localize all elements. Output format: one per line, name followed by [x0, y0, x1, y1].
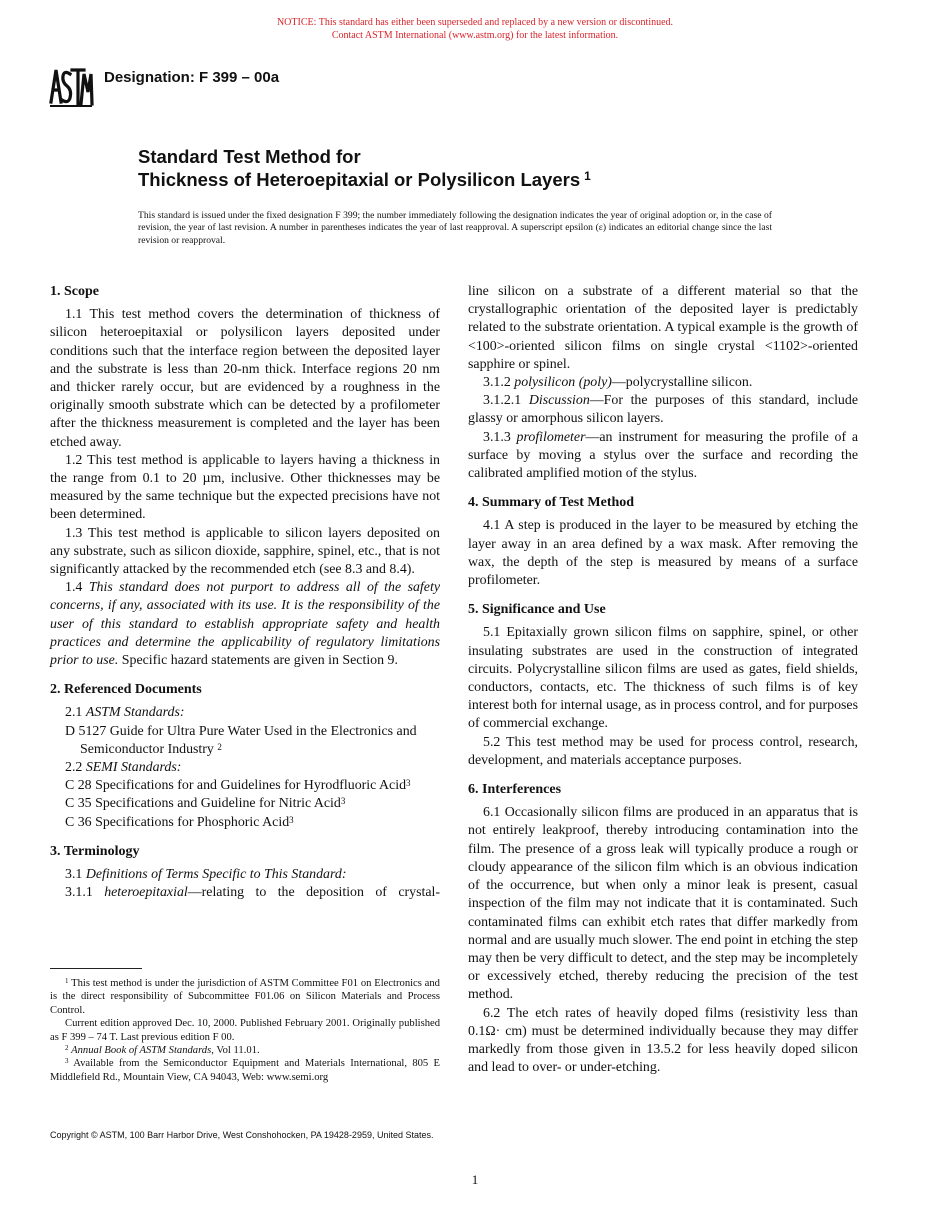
definition-polysilicon: —polycrystalline silicon. — [611, 375, 753, 391]
footnote-2-rest: , Vol 11.01. — [211, 1045, 260, 1057]
section-heading-significance: 5. Significance and Use — [468, 602, 606, 618]
title-line-2 — [138, 168, 838, 191]
notice-line-1: NOTICE: This standard has either been superseded and replaced by a new version or discontinued. — [276, 17, 674, 28]
paragraph-3-1-2-number: 3.1.2 — [483, 375, 511, 391]
reference-c35-text: C 35 Specifications and Guideline for Nitric Acid — [65, 796, 341, 812]
reference-d5127-text: D 5127 Guide for Ultra Pure Water Used in the Electronics and Semiconductor Industry — [65, 723, 417, 757]
reference-c28-text: C 28 Specifications for and Guidelines for Hyrodfluoric Acid — [65, 778, 407, 794]
paragraph-4-1: 4.1 A step is produced in the layer to be measured by etching the layer away in an area defined by a wax mask. After removing the wax, the depth of the step is measured by means of a surface profilometer. — [468, 518, 858, 589]
paragraph-1-4 — [50, 579, 440, 670]
astm-logo-icon — [48, 62, 94, 110]
footnote-2-title: Annual Book of ASTM Standards — [71, 1045, 212, 1057]
term-discussion: Discussion — [528, 393, 590, 409]
footnote-link-3b[interactable]: 3 — [340, 796, 346, 807]
reference-c35 — [50, 795, 440, 813]
term-heteroepitaxial: heteroepitaxial — [104, 885, 188, 901]
paragraph-3-1-2-1 — [468, 392, 858, 428]
section-heading-referenced: 2. Referenced Documents — [50, 682, 202, 698]
paragraph-3-1-3-number: 3.1.3 — [483, 429, 511, 445]
notice-line-2: Contact ASTM International (www.astm.org) for the latest information. — [331, 30, 619, 41]
paragraph-1-2: 1.2 This test method is applicable to layers having a thickness in the range from 0.1 to 20 µm, inclusive. Other thicknesses may be measured by the same technique but the expected precisions have not been determined. — [50, 452, 440, 523]
paragraph-1-4-rest: Specific hazard statements are given in Section 9. — [121, 653, 398, 669]
paragraph-3-1-3 — [468, 429, 858, 484]
discussion-text: —For the purposes of this standard, include glassy or amorphous silicon layers. — [468, 393, 858, 427]
paragraph-1-4-number: 1.4 — [65, 580, 83, 596]
term-polysilicon: polysilicon (poly) — [514, 375, 612, 391]
footnote-divider — [50, 968, 142, 969]
paragraph-6-1: 6.1 Occasionally silicon films are produced in an apparatus that is not entirely leakproof, thereby introducing contamination into the film. The presence of a gross leak will typically produce a rough or cloudy appearance of the silicon film which is an obvious indication of the occurrence, but when only a minor leak is present, casual inspection of the film may not indicate that it is contaminated. Such contaminated films can exhibit etch rates that differ markedly from normal and are usually much slower. The end point in etching the step may then be very difficult to detect, and the step may be incompletely or excessively etched, thereby reducing the precision of the test method. — [468, 805, 858, 1003]
copyright-notice: Copyright © ASTM, 100 Barr Harbor Drive, West Conshohocken, PA 19428-2959, United States. — [50, 1130, 434, 1140]
reference-d5127 — [50, 723, 440, 759]
footnote-3 — [50, 1057, 440, 1084]
paragraph-1-3: 1.3 This test method is applicable to silicon layers deposited on any substrate, such as silicon dioxide, sapphire, spinel, etc., that is not significantly attacked by the recommended etch (see 8.3 and 8.4). — [50, 525, 440, 578]
footnote-3-text: Available from the Semiconductor Equipment and Materials International, 805 E Middlefield Rd., Mountain View, CA 94043, Web: www.semi.org — [50, 1058, 440, 1083]
footnote-3-mark: 3 — [65, 1057, 69, 1066]
paragraph-5-2: 5.2 This test method may be used for process control, research, development, and materials acceptance purposes. — [468, 734, 858, 768]
footnote-1-edition: Current edition approved Dec. 10, 2000. Published February 2001. Originally published as F 399 – 74 T. Last previous edition F 00. — [50, 1018, 440, 1043]
paragraph-5-1: 5.1 Epitaxially grown silicon films on sapphire, spinel, or other insulating substrates are used in the construction of integrated circuits. Polycrystalline silicon films are used as gates, field shields, conductors, contacts, etc. The thickness of such films is of key interest both for internal usage, as in process control, and for purposes of commercial exchange. — [468, 625, 858, 732]
definitions-label: Definitions of Terms Specific to This Standard: — [85, 867, 347, 883]
paragraph-3-1-2 — [468, 374, 858, 392]
astm-standards-label: ASTM Standards: — [85, 705, 185, 721]
footnotes — [50, 977, 440, 1084]
paragraph-2-1 — [50, 704, 440, 722]
paragraph-3-1-1 — [50, 884, 440, 902]
notice-banner — [0, 16, 950, 42]
footnote-link-2[interactable]: 2 — [217, 741, 222, 752]
footnote-1-text: This test method is under the jurisdiction of ASTM Committee F01 on Electronics and is the direct responsibility of Subcommittee F01.06 on Silicon Materials and Process Control. — [50, 978, 440, 1016]
paragraph-2-2 — [50, 759, 440, 777]
semi-standards-label: SEMI Standards: — [85, 760, 182, 776]
section-heading-summary: 4. Summary of Test Method — [468, 495, 635, 511]
paragraph-3-1-1-number: 3.1.1 — [65, 885, 93, 901]
term-profilometer: profilometer — [516, 429, 586, 445]
footnote-2-mark: 2 — [65, 1044, 69, 1053]
footnote-2 — [50, 1044, 440, 1057]
document-title — [138, 145, 838, 191]
footnote-link-3c[interactable]: 3 — [289, 814, 294, 825]
safety-caveat-text: This standard does not purport to address all of the safety concerns, if any, associated with its use. It is the responsibility of the user of this standard to establish appropriate safety and health practices and determine the applicability of regulatory limitations prior to use. — [50, 580, 440, 669]
reference-c36-text: C 36 Specifications for Phosphoric Acid — [65, 814, 290, 830]
page-number: 1 — [471, 1172, 479, 1187]
footnote-link-3a[interactable]: 3 — [406, 778, 411, 789]
paragraph-3-1 — [50, 866, 440, 884]
definition-profilometer: —an instrument for measuring the profile of a surface by moving a stylus over the surface and recording the calibrated amplified motion of the stylus. — [468, 429, 858, 482]
paragraph-3-1-number: 3.1 — [65, 867, 83, 883]
designation: Designation: F 399 – 00a — [104, 69, 280, 86]
footnote-1 — [50, 977, 440, 1017]
paragraph-2-1-number: 2.1 — [65, 705, 83, 721]
footnote-1-mark: 1 — [65, 977, 69, 985]
title-line-1: Standard Test Method for — [138, 146, 361, 167]
section-heading-scope: 1. Scope — [50, 284, 99, 299]
issued-note: This standard is issued under the fixed designation F 399; the number immediately following the designation indicates the year of original adoption or, in the case of revision, the year of last revision. A number in parentheses indicates the year of last reapproval. A superscript epsilon (ε) indicates an editorial change since the last revision or reapproval. — [138, 210, 772, 246]
title-footnote-link[interactable]: 1 — [584, 169, 591, 183]
right-column — [468, 283, 858, 1077]
definition-heteroepitaxial-start: —relating to the deposition of crystal- — [187, 885, 440, 901]
paragraph-2-2-number: 2.2 — [65, 760, 83, 776]
section-heading-terminology: 3. Terminology — [50, 843, 140, 859]
definition-heteroepitaxial-continued: line silicon on a substrate of a different material so that the crystallographic orientation of the deposited layer is predictably related to the substrate orientation. A typical example is the growth of <100>-oriented silicon films on single crystal <1102>-oriented sapphire or spinel. — [468, 284, 858, 372]
paragraph-1-1: 1.1 This test method covers the determination of thickness of silicon heteroepitaxial or polysilicon layers deposited under conditions such that the interface region between the deposited layer and the substrate is less than 20-nm thick. Interface regions 20 nm and thicker rarely occur, but are evidenced by a roughness in the originally smooth substrate which can be detected by a profilometer after the thickness measurement is completed and the layer has been etched away. — [50, 307, 440, 450]
paragraph-6-2: 6.2 The etch rates of heavily doped films (resistivity less than 0.1Ω· cm) must be determined individually because they may differ markedly from those given in 13.5.2 for less heavily doped silicon and lead to over- or under-etching. — [468, 1005, 858, 1076]
section-heading-interferences: 6. Interferences — [468, 782, 562, 798]
left-column — [50, 283, 440, 903]
paragraph-3-1-2-1-number: 3.1.2.1 — [483, 393, 522, 409]
title-line-2-text: Thickness of Heteroepitaxial or Polysilicon Layers — [138, 169, 581, 190]
reference-c28 — [50, 777, 440, 795]
reference-c36 — [50, 814, 440, 832]
